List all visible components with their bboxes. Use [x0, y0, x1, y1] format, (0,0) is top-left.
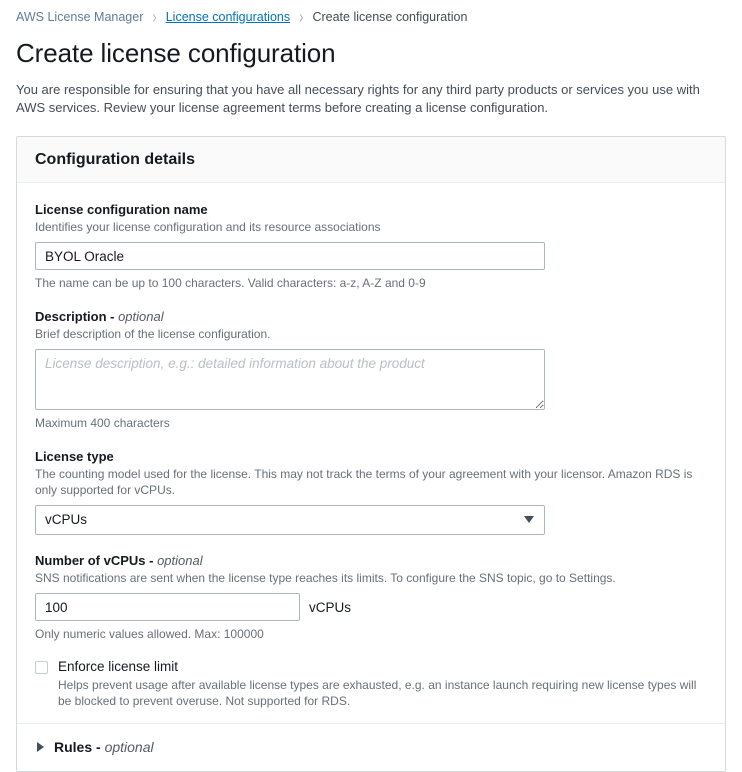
vcpus-hint: SNS notifications are sent when the license type reaches its limits. To configure the SNS topic, go to Settings.: [35, 571, 616, 585]
vcpus-input-row: [35, 586, 707, 621]
enforce-license-limit-checkbox[interactable]: [35, 661, 48, 674]
rules-label-text: Rules -: [54, 739, 105, 755]
page-title: Create license configuration: [16, 38, 336, 68]
name-hint: Identifies your license configuration and its resource associations: [35, 220, 381, 234]
field-license-configuration-name: [35, 201, 707, 291]
description-label-text: Description -: [35, 309, 119, 324]
vcpus-unit-label: vCPUs: [309, 599, 352, 615]
license-type-select[interactable]: [35, 505, 545, 535]
breadcrumb-item-license-configurations[interactable]: License configurations: [165, 9, 291, 24]
field-enforce-license-limit: [35, 659, 707, 709]
license-configuration-name-input[interactable]: [35, 242, 545, 270]
number-of-vcpus-input[interactable]: [35, 593, 300, 621]
breadcrumb: [0, 0, 742, 26]
vcpus-label-text: Number of vCPUs -: [35, 553, 158, 568]
description-footnote: Maximum 400 characters: [35, 416, 170, 430]
card-body: [17, 183, 725, 771]
name-label: License configuration name: [35, 202, 208, 217]
description-hint: Brief description of the license configuration.: [35, 327, 271, 341]
breadcrumb-separator-icon: ›: [152, 5, 157, 28]
rules-expander[interactable]: [35, 724, 707, 771]
rules-optional-tag: optional: [104, 739, 154, 755]
breadcrumb-item-current: Create license configuration: [312, 9, 468, 24]
field-license-type: [35, 448, 707, 535]
breadcrumb-separator-icon: ›: [299, 5, 304, 28]
enforce-license-limit-description: Helps prevent usage after available license types are exhausted, e.g. an instance launch requiring new license types will be blocked to prevent overuse. Not supported for RDS.: [58, 678, 697, 708]
license-type-label: License type: [35, 449, 114, 464]
card-title: Configuration details: [35, 151, 195, 168]
configuration-details-card: [16, 136, 726, 772]
vcpus-footnote: Only numeric values allowed. Max: 100000: [35, 627, 264, 641]
chevron-right-icon: [37, 742, 44, 752]
card-header: [17, 137, 725, 183]
vcpus-label: [35, 552, 707, 569]
description-textarea[interactable]: [35, 349, 545, 410]
enforce-license-limit-label[interactable]: Enforce license limit: [58, 659, 179, 674]
license-type-hint: The counting model used for the license. This may not track the terms of your agreement with your licensor. Amazon RDS is only supported for vCPUs.: [35, 467, 693, 497]
field-number-of-vcpus: [35, 552, 707, 642]
name-footnote: The name can be up to 100 characters. Valid characters: a-z, A-Z and 0-9: [35, 276, 426, 290]
page-description: You are responsible for ensuring that you have all necessary rights for any third party products or services you use with AWS services. Review your license agreement terms before creating a license configuration.: [16, 82, 700, 115]
description-optional-tag: optional: [118, 309, 164, 324]
rules-label: [54, 739, 154, 755]
description-label: [35, 308, 707, 325]
field-description: [35, 308, 707, 431]
vcpus-optional-tag: optional: [157, 553, 203, 568]
enforce-license-limit-texts: [58, 659, 707, 709]
license-type-selected-value[interactable]: vCPUs: [35, 505, 545, 535]
breadcrumb-item-aws-license-manager[interactable]: AWS License Manager: [16, 9, 144, 24]
